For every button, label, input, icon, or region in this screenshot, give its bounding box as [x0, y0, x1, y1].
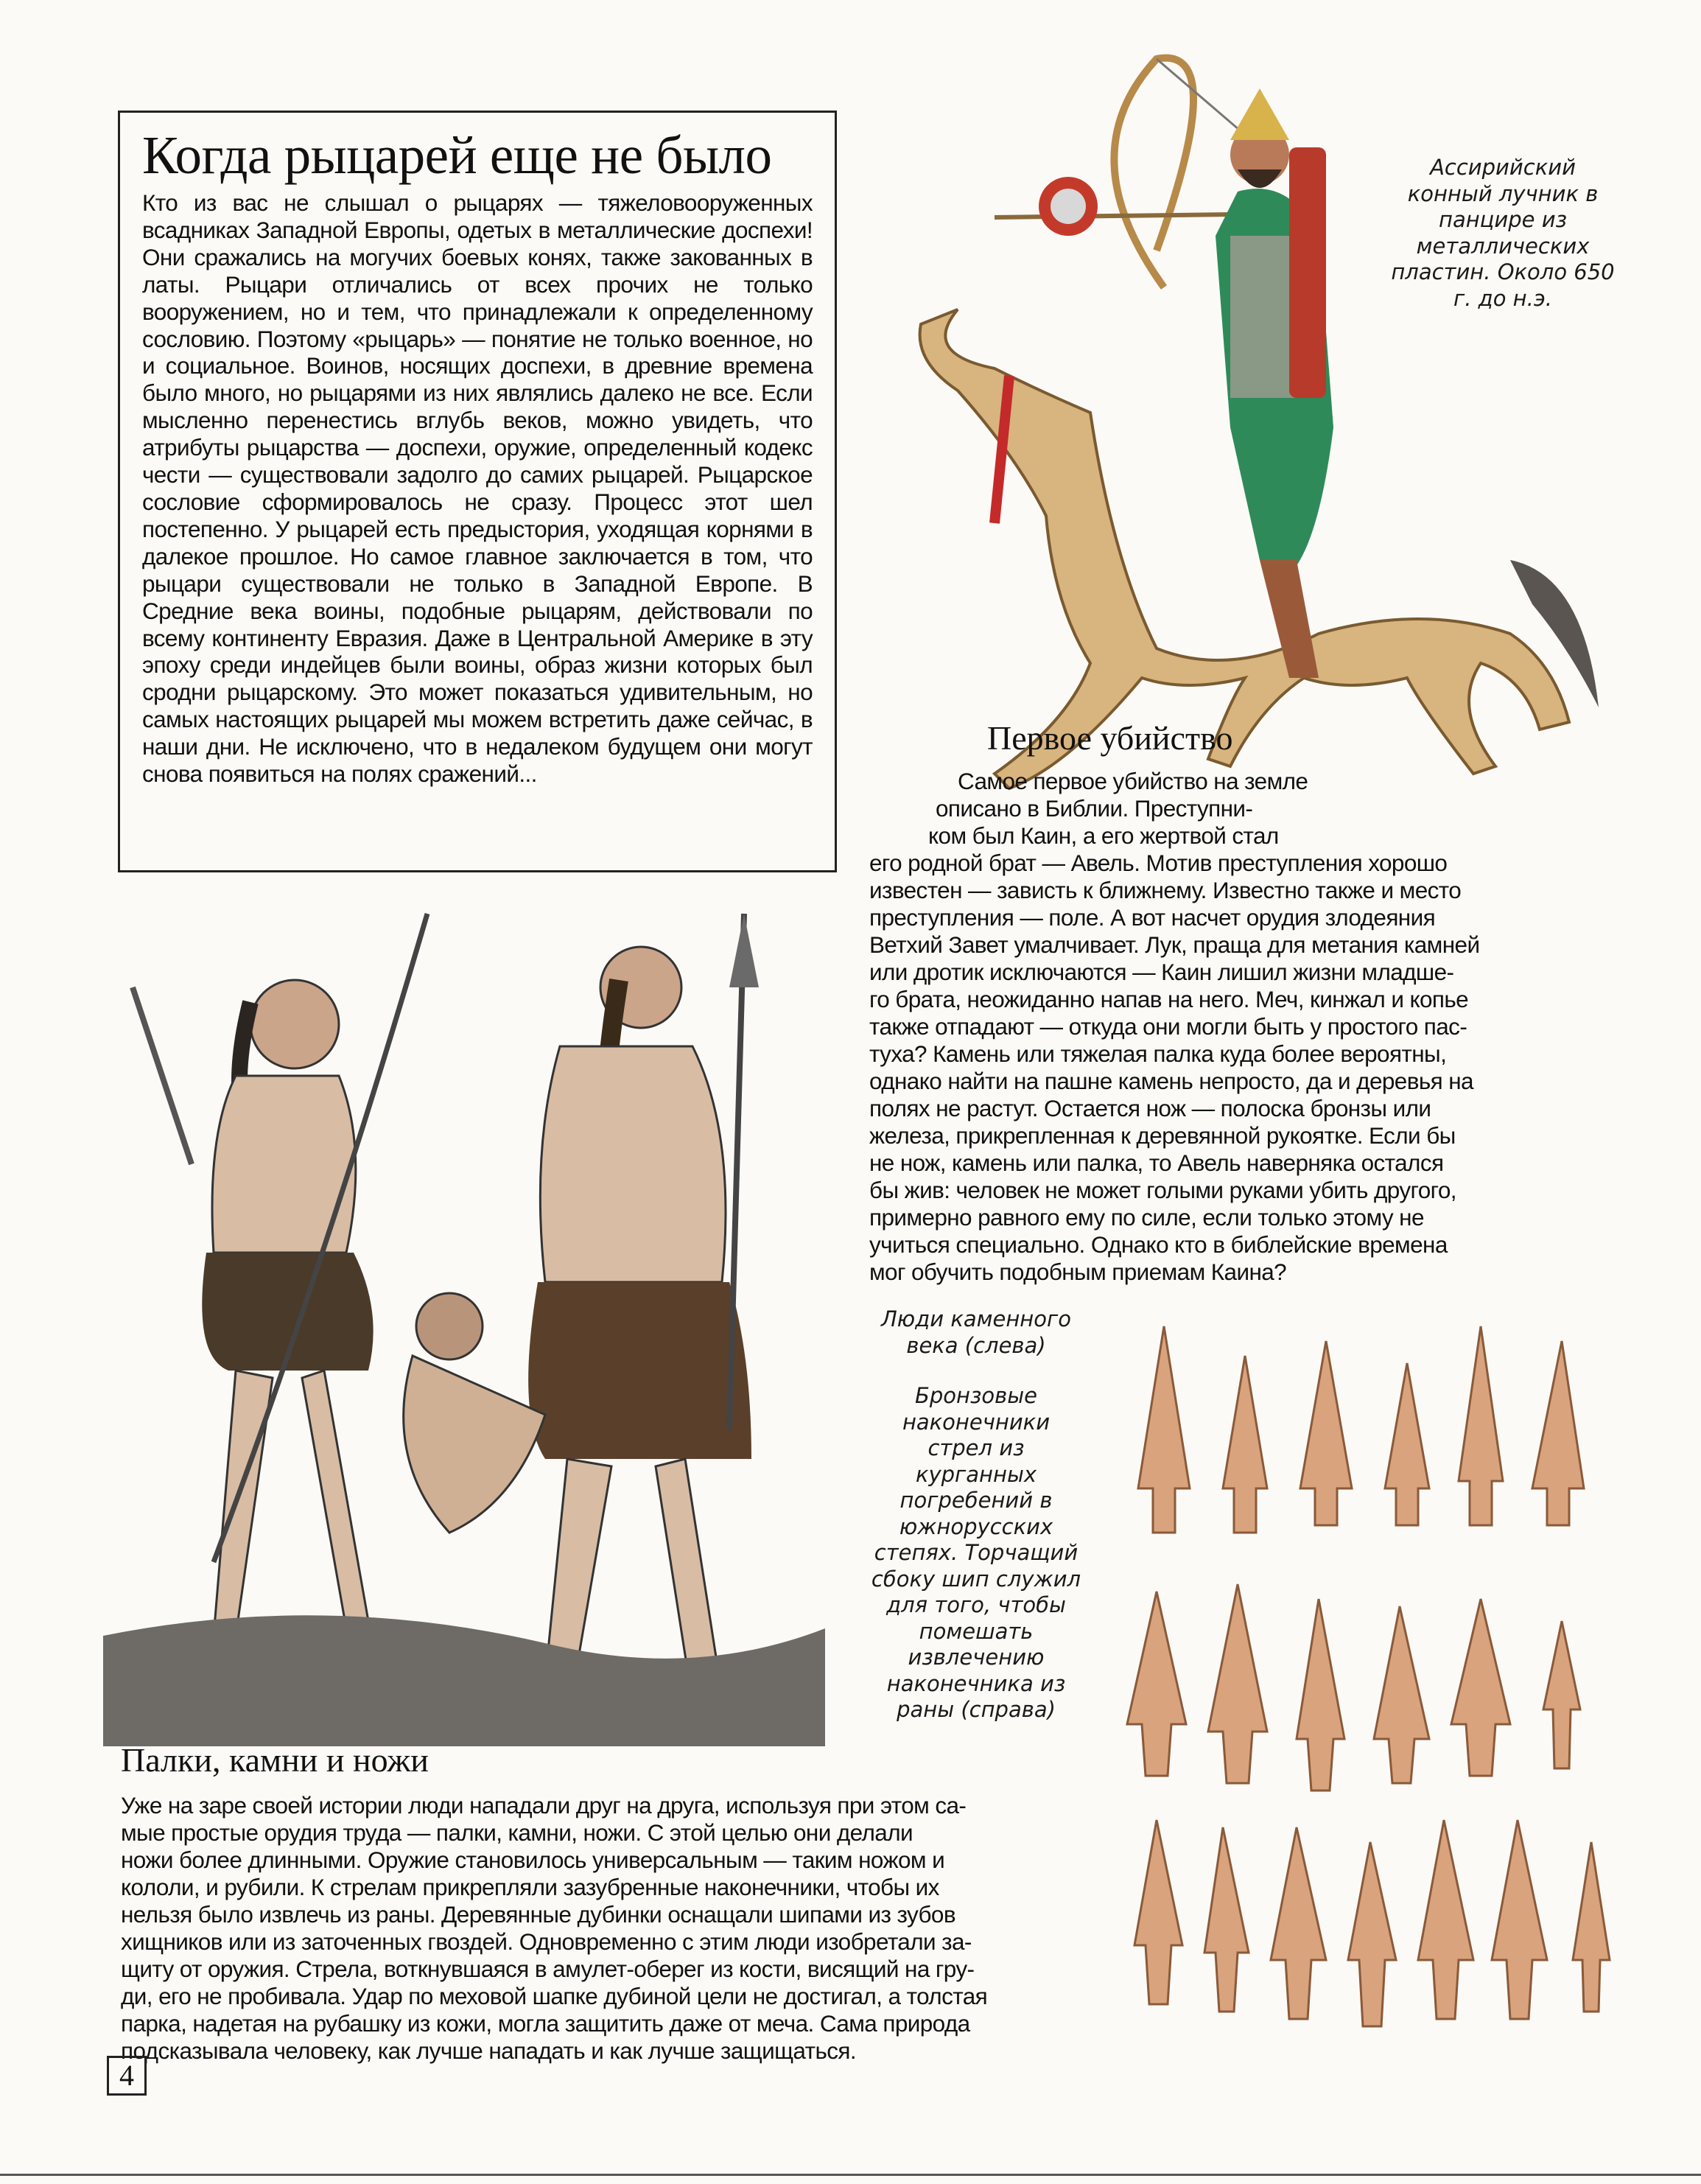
sticks-line: нельзя было извлечь из раны. Деревянные дубинки оснащали шипами из зубов [121, 1901, 955, 1928]
sticks-body [121, 1792, 1093, 2065]
intro-box [118, 111, 837, 872]
first-murder-line: полях не растут. Остается нож — полоска бронзы или [869, 1095, 1431, 1121]
first-murder-line: железа, прикрепленная к деревянной рукоятке. Если бы [869, 1122, 1456, 1149]
first-murder-line: его родной брат — Авель. Мотив преступления хорошо [869, 850, 1448, 876]
sticks-line: хищников или из заточенных гвоздей. Одновременно с этим люди изобретали за- [121, 1928, 972, 1955]
sticks-line: мые простые орудия труда — палки, камни, ножи. С этой целью они делали [121, 1819, 913, 1846]
sticks-line: ди, его не пробивала. Удар по меховой шапке дубиной цели не достигал, а толстая [121, 1983, 988, 2009]
first-murder-line: также отпадают — откуда они могли быть у простого пас- [869, 1013, 1467, 1040]
sticks-line: Уже на заре своей истории люди нападали друг на друга, используя при этом са- [121, 1792, 967, 1819]
first-murder-line: примерно равного ему по силе, если только этому не [869, 1204, 1424, 1231]
first-murder-line: известен — зависть к ближнему. Известно также и место [869, 877, 1462, 903]
first-murder-line: учиться специально. Однако кто в библейские времена [869, 1231, 1448, 1258]
sticks-heading: Палки, камни и ножи [121, 1741, 429, 1779]
stone-age-people-illustration [103, 899, 840, 1746]
page-number: 4 [107, 2056, 147, 2096]
sticks-line: парка, надетая на рубашку из кожи, могла защитить даже от меча. Сама природа [121, 2010, 970, 2037]
sticks-line: ножи более длинными. Оружие становилось универсальным — таким ножом и [121, 1847, 945, 1873]
intro-text: Кто из вас не слышал о рыцарях — тяжеловооруженных всадниках Западной Европы, одетых в металлические доспехи! Они сражались на могучих боевых конях, также закованных в латы. Рыцари отличались от всех прочих не только вооружением, но и тем, что принадлежали к определенному сословию. Поэтому «рыцарь» — понятие не только военное, но и социальное. Воинов, носящих доспехи, в древние времена было много, но рыцарями из них являлись далеко не все. Если мысленно перенестись вглубь веков, можно увидеть, что атрибуты рыцарства — доспехи, оружие, определенный кодекс чести — существовали задолго до самих рыцарей. Рыцарское сословие сформировалось не сразу. Процесс этот шел постепенно. У рыцарей есть предыстория, уходящая корнями в далекое прошлое. Но самое главное заключается в том, что рыцари существовали не только в Западной Европе. В Средние века воины, подобные рыцарям, действовали по всему континенту Евразия. Даже в Центральной Америке в эту эпоху среди индейцев были воины, образ жизни которых был сродни рыцарскому. Это может показаться удивительным, но самых настоящих рыцарей мы можем встретить даже сейчас, в наши дни. Не исключено, что в недалеком будущем они могут снова появиться на полях сражений... [142, 189, 813, 788]
first-murder-line: Самое первое убийство на земле [958, 768, 1308, 794]
sticks-line: кололи, и рубили. К стрелам прикрепляли зазубренные наконечники, чтобы их [121, 1874, 939, 1900]
first-murder-line: или дротик исключаются — Каин лишил жизни младше- [869, 959, 1454, 985]
stone-age-caption: Люди каменного века (слева) [881, 1306, 1071, 1358]
first-murder-line: туха? Камень или тяжелая палка куда более вероятны, [869, 1040, 1447, 1067]
first-murder-line: бы жив: человек не может голыми руками убить другого, [869, 1177, 1456, 1203]
first-murder-line: го брата, неожиданно напав на него. Меч, кинжал и копье [869, 986, 1469, 1012]
first-murder-line: преступления — поле. А вот насчет орудия злодеяния [869, 904, 1436, 931]
arrowheads-caption: Бронзовые наконечники стрел из курганных погребений в южнорусских степях. Торчащий сбоку шип служил для того, чтобы помешать извлечению наконечника из раны (справа) [871, 1383, 1081, 1722]
first-murder-line: ком был Каин, а его жертвой стал [928, 822, 1279, 849]
bronze-arrowheads-illustration [1105, 1312, 1621, 2107]
first-murder-line: однако найти на пашне камень непросто, да и деревья на [869, 1068, 1473, 1094]
sticks-line: щиту от оружия. Стрела, воткнувшаяся в амулет-оберег из кости, висящий на гру- [121, 1956, 975, 1982]
bottom-rule [0, 2174, 1701, 2176]
first-murder-line: мог обучить подобным приемам Каина? [869, 1259, 1287, 1285]
first-murder-heading: Первое убийство [987, 719, 1233, 757]
first-murder-line: описано в Библии. Преступни- [936, 795, 1253, 822]
sticks-line: подсказывала человеку, как лучше нападать и как лучше защищаться. [121, 2037, 857, 2064]
first-murder-line: не нож, камень или палка, то Авель наверняка остался [869, 1149, 1444, 1176]
intro-title: Когда рыцарей еще не было [142, 125, 772, 185]
first-murder-line: Ветхий Завет умалчивает. Лук, праща для метания камней [869, 931, 1480, 958]
archer-caption: Ассирийский конный лучник в панцире из металлических пластин. Около 650 г. до н.э. [1391, 155, 1615, 311]
first-murder-body [869, 768, 1613, 1286]
